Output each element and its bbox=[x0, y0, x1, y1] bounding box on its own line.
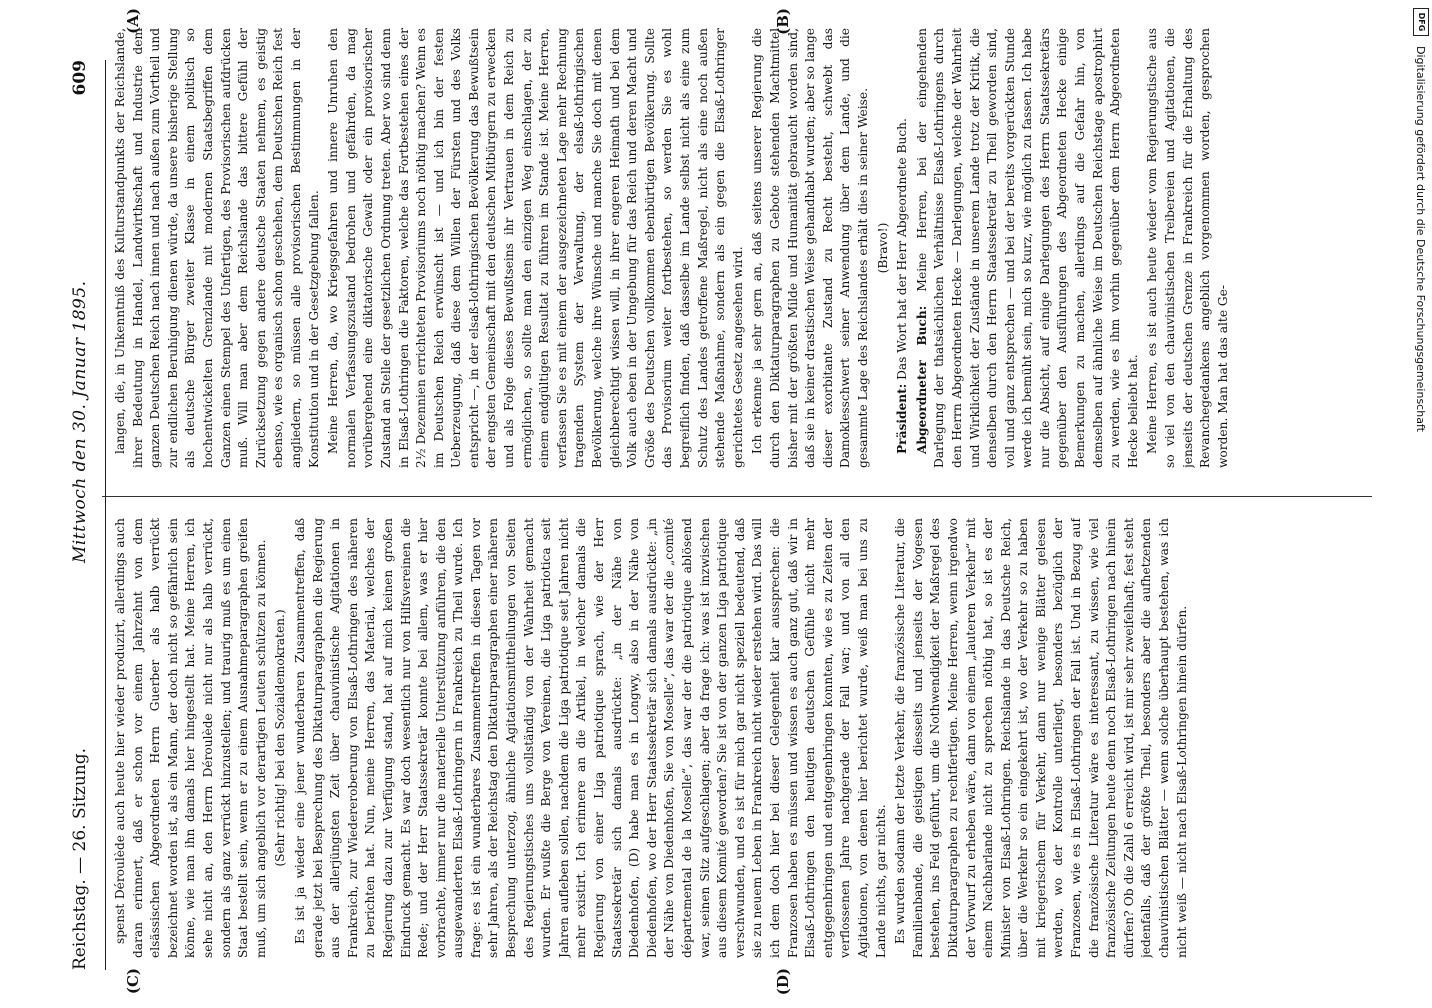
dfg-logo: DFG bbox=[1413, 8, 1429, 36]
speaker-name: Abgeordneter Buch: bbox=[914, 305, 929, 454]
credit-text: Digitalisierung gefördert durch die Deutsche Forschungsgemeinschaft bbox=[1414, 46, 1428, 432]
margin-mark-c: (C) bbox=[124, 968, 142, 995]
paragraph bbox=[914, 28, 1143, 468]
header-left: Reichstag. — 26. Sitzung. bbox=[70, 747, 90, 970]
paragraph: Meine Herren, da, wo Kriegsgefahren und innere Unruhen den normalen Verfassungszustand bedrohen und gefährden, da mag vorübergehend eine diktatorische Gewalt oder ein provisorischer Zustand an Stelle der gesetzlichen Ordnung treten. Aber wo sind denn in Elsaß-Lothringen die Faktoren, welche das Fortbestehen eines der 2½ Dezennien errichteten Provisoriums noch nöthig machen? Wenn es im Deutschen Reich erwünscht ist — und ich bin der festen Ueberzeugung, daß diese dem Willen der Fürsten und des Volks entspricht —, in der elsaß-lothringischen Bevölkerung das Bewußtsein der engsten Gemeinschaft mit den deutschen Mitbürgern zu erwecken und als Folge dieses Bewußtseins ihr Vertrauen in dem Reich zu ermöglichen, so sollte man den einzigen Weg einschlagen, der zu einem endgültigen Resultat zu führen im Stande ist. Meine Herren, verfassen Sie es mit einem der ausgezeichneten Lage mehr Rechnung tragenden System der Verwaltung, der elsaß-lothringischen Bevölkerung, welche ihre Wünsche und manche Sie doch mit denen gleichberechtigt wissen will, in ihrer engeren Heimath und bei dem Volk auch eben in der Umgebung für das Reich und deren Macht und Größe des Deutschen vollkommen ebenbürtigen Bevölkerung. Sollte das Provisorium weiter fortbestehen, so werden Sie es wohl begreiflich finden, daß dasselbe im Lande selbst nicht als eine zum Schutz des Landes getroffene Maßregel, nicht als eine noch außen stehende Maßnahme, sondern als ein gegen die Elsaß-Lothringer gerichtetes Gesetz angesehen wird. bbox=[326, 28, 745, 468]
speech-text: Das Wort hat der Herr Abgeordnete Buch. bbox=[895, 118, 910, 384]
paragraph: Es wurden sodann der letzte Verkehr, die französische Literatur, die Familienbande, die geistigen diesseits und jenseits der Vogesen bestehen, ins Feld geführt, um die Nothwendigkeit der Maßregel des Diktaturparagraphen zu rechtfertigen. Meine Herren, wenn irgendwo der Vorwurf zu erheben wäre, dann von einem „lauteren Verkehr“ mit einem Nachbarlande nicht zu sprechen nöthig hat, so ist es der Minister von Elsaß-Lothringen. Reichslande in das Deutsche Reich, über die Werkehr so ein eingekehrt ist, wo der Verkehr so zu haben mit kriegerischem für Verkehr, dann nur wenige Blätter gelesen werden, wo der Kontrolle unterliegt, besonders bezüglich der Franzosen, wie es in Elsaß-Lothringen der Fall ist. Und in Bezug auf die französische Literatur wäre es interessant, zu wissen, wie viel französische Zeitungen heute denn noch Elsaß-Lothringen nach hinein dürfen? Ob die Zahl 6 erreicht wird, ist mir sehr zweifelhaft; fest steht jedenfalls, daß der größte Theil, besonders aber die aufhetzenden chauvinistischen Blätter — wenn solche überhaupt bestehen, was ich nicht weiß — nicht nach Elsaß-Lothringen hinein dürfen. bbox=[893, 518, 1189, 958]
stage-direction: (Sehr richtig! bei den Sozialdemokraten.) bbox=[273, 609, 288, 867]
header-rule bbox=[105, 60, 106, 970]
paragraph: Meine Herren, es ist auch heute wieder vom Regierungstische aus so viel von den chauvinistischen Treibereien und Agitationen, die jenseits der deutschen Grenze in Frankreich für die Erhaltung des Revanchegedankens angeblich vorgenommen worden, gesprochen worden. Man hat das alte Ge- bbox=[1145, 28, 1230, 468]
running-head bbox=[60, 60, 100, 970]
speech-text: Meine Herren, bei der eingehenden Darlegung der thatsächlichen Verhältnisse Elsaß-Lothringens durch den Herrn Abgeordneten Hecke — Darlegungen, welche der Wahrheit und Wirklichkeit der Zustände in unserem Lande trotz der Kritik, die denselben durch den Herrn Staatssekretär zu Theil geworden sind, voll und ganz entsprechen — und bei der bereits vorgerückten Stunde werde ich bemüht sein, mich so kurz, wie möglich zu fassen. Ich habe nur die Absicht, auf einige Darlegungen des Herrn Staatssekretärs gegenüber den Ausführungen des Abgeordneten Hecke einige Bemerkungen zu machen, allerdings auf die Gefahr hin, von demselben auf ähnliche Weise im Deutschen Reichstage apostrophirt zu werden, wie es ihm vorhin gegenüber dem Herrn Abgeordneten Hecke beliebt hat. bbox=[914, 28, 1140, 468]
header-date: Mittwoch den 30. Januar 1895. bbox=[70, 280, 90, 564]
paragraph: Es ist ja wieder eine jener wunderbaren Zusammentreffen, daß gerade jetzt bei Besprechung des Diktaturparagraphen die Regierung aus der allerjüngsten Zeit über chauvinistische Agitationen in Frankreich, zur Wiedereroberung von Elsaß-Lothringen des näheren zu berichten hat. Nun, meine Herren, das Material, welches der Regierung dazu zur Verfügung stand, hat auf mich keinen großen Eindruck gemacht. Es war doch wesentlich nur von Hilfsvereinen die Rede; und der Herr Staatssekretär konnte bei allem, was er hier vorbrachte, immer nur die materielle Unterstützung anführen, die den ausgewanderten Elsaß-Lothringern in Frankreich zu Theil wurde. Ich frage: es ist ein wunderbares Zusammentreffen in diesen Tagen vor sehr Jahren, als der Reichstag den Diktaturparagraphen einer näheren Besprechung unterzog, ähnliche Agitationsmittheilungen von Seiten des Regierungstisches uns vollständig von der Wahrheit gemacht wurden. Er wußte die Berge von Vereinen, die Liga patriotica seit Jahren aufleben sollen, nachdem die Liga patriotique seit Jahren nicht mehr existirt. Ich erinnere an die Artikel, in welcher damals die Regierung von einer Liga patriotique sprach, wie der Herr Staatssekretär sich damals ausdrückte: „in der Nähe von Diedenhofen, (D) habe man es in Longwy, also in der Nähe von Diedenhofen, wo der Herr Staatssekretär sich damals ausdrückte: „in der Nähe von Diedenhofen, Sie von Moselle“, das war der die „comité départemental de la Moselle“, das war der die patriotique ablösend war, seinen Sitz aufgeschlagen; aber da frage ich: was ist inzwischen aus diesem Komité geworden? Sie ist von der ganzen Liga patriotique verschwunden, und es ist für mich gar nicht speziell bedeutend, daß sie zu neuem Leben in Frankreich nicht wieder erstehen wird. Das will ich dem doch hier bei dieser Gelegenheit klar aussprechen: die Franzosen haben es müssen und wissen es auch ganz gut, daß wir in Elsaß-Lothringen den heutigen deutschen Gefühle nicht mehr entgegenbringen und entgegenbringen konnten, wie es zu Zeiten der verflossenen Jahre nachgerade der Fall war; und von all den Agitationen, von denen hier berichtet wurde, weiß man bei uns zu Lande nichts, gar nichts. bbox=[292, 518, 888, 958]
right-column bbox=[112, 518, 1362, 958]
speaker-name: Präsident: bbox=[895, 383, 910, 454]
stage-direction: (Bravo!) bbox=[875, 222, 890, 274]
margin-mark-a: (A) bbox=[124, 8, 142, 34]
margin-mark-b: (B) bbox=[774, 8, 792, 35]
column-divider bbox=[102, 496, 1372, 497]
paragraph: langen, die, in Unkenntniß des Kulturstandpunkts der Reichslande, ihrer Bedeutung in Handel, Landwirthschaft und Industrie dem ganzen Deutschen Reich nach innen und nach außen zum Vortheil und zur endlichen Beruhigung dienen würde, da unsere bisherige Stellung als deutsche Bürger zweiter Klasse in einem politisch so hochentwickelten Grenzlande mit modernen Staatsbegriffen dem Ganzen einen Stempel des Unfertigen, des Provisorischen aufdrücken muß. Will man aber dem Reichslande das bittere Gefühl der Zurücksetzung gegen andere deutsche Staaten nehmen, es geistig ebenso, wie es organisch schon geschehen, dem Deutschen Reich fest angliedern, so müssen alle provisorischen Bestimmungen in der Konstitution und in der Gesetzgebung fallen. bbox=[113, 28, 321, 468]
paragraph bbox=[894, 28, 912, 468]
page-number: 609 bbox=[70, 60, 90, 96]
left-column bbox=[112, 28, 1362, 468]
paragraph: Ich erkenne ja sehr gern an, daß seitens unserer Regierung die durch den Diktaturparagraphen zu Gebote stehenden Machtmittel bisher mit der größten Milde und Humanität gebraucht worden sind, daß sie in keiner drastischen Weise gehandhabt wurden; aber so lange dieser exorbitante Zustand zu Recht besteht, schwebt das Damoklesschwert seiner Anwendung über dem Lande, und die gesammte Lage des Reichslandes erhält dies in seiner Weise. bbox=[750, 28, 870, 468]
digitization-credit bbox=[1410, 0, 1432, 1008]
paragraph: spenst Déroulède auch heute hier wieder produzirt, allerdings auch daran erinnert, daß er schon vor einem Jahrzehnt von dem elsässischen Abgeordneten Herrn Guerber als halb verrückt bezeichnet worden ist, als ein Mann, der doch nicht so gefährlich sein könne, wie man ihn damals hier hingestellt hat. Meine Herren, ich sehe nicht an, den Herrn Déroulède nicht nur als halb verrückt, sondern als ganz verrückt hinzustellen; und traurig muß es um einen Staat bestellt sein, wenn er zu einem Ausnahmeparagraphen greifen muß, um sich angeblich vor derartigen Leuten schützen zu können. bbox=[113, 518, 268, 958]
margin-mark-d: (D) bbox=[774, 968, 792, 996]
